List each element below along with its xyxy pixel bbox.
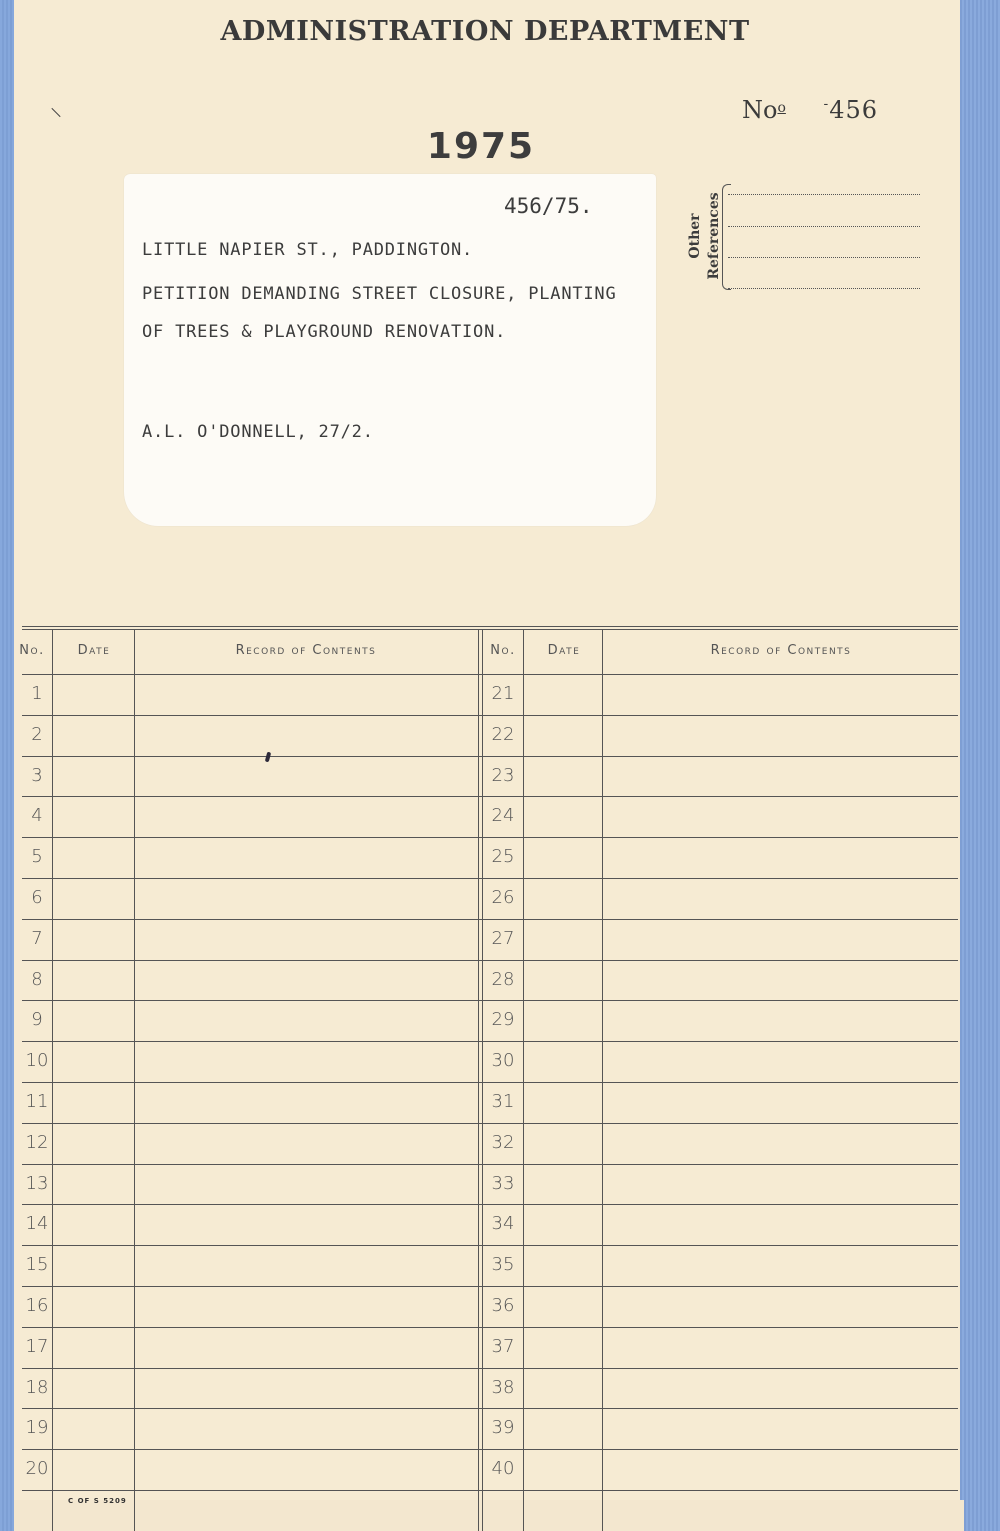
- row-number-left: 13: [25, 1172, 49, 1194]
- row-rule: [22, 1123, 958, 1124]
- row-number-left: 3: [31, 764, 43, 786]
- row-number-left: 15: [25, 1254, 49, 1276]
- table-top-rule: [22, 626, 958, 627]
- column-rule-no-left: [52, 629, 53, 1531]
- row-rule: [22, 1449, 958, 1450]
- row-rule: [22, 715, 958, 716]
- row-number-left: 4: [31, 805, 43, 827]
- row-number-right: 38: [491, 1376, 515, 1398]
- column-rule-record-left-a: [478, 629, 479, 1531]
- row-number-right: 27: [491, 927, 515, 949]
- row-number-right: 26: [491, 887, 515, 908]
- header-no-left: No.: [19, 643, 45, 658]
- label-line-subject: LITTLE NAPIER ST., PADDINGTON.: [142, 240, 474, 260]
- header-no-right: No.: [490, 643, 516, 658]
- label-line-description-2: OF TREES & PLAYGROUND RENOVATION.: [142, 322, 507, 342]
- right-binding: [958, 0, 1000, 1531]
- row-rule: [22, 1000, 958, 1001]
- row-number-left: 7: [31, 927, 43, 949]
- column-rule-date-left: [134, 629, 135, 1531]
- header-date-left: Date: [77, 643, 111, 658]
- header-rule: [22, 674, 958, 675]
- label-line-author: A.L. O'DONNELL, 27/2.: [142, 422, 374, 442]
- row-rule: [22, 1408, 958, 1409]
- row-rule: [22, 1368, 958, 1369]
- row-rule: [22, 756, 958, 757]
- row-number-right: 34: [491, 1213, 515, 1235]
- row-number-left: 20: [25, 1458, 49, 1480]
- row-number-left: 1: [31, 683, 43, 704]
- row-number-right: 29: [491, 1009, 515, 1031]
- file-number-dash: -: [823, 96, 830, 112]
- row-rule: [22, 1204, 958, 1205]
- row-number-right: 35: [491, 1254, 515, 1276]
- other-references-caption-line2: References: [706, 192, 722, 280]
- other-references-caption-line1: Other: [687, 213, 703, 259]
- other-reference-line-3[interactable]: [728, 257, 920, 258]
- printer-code: C OF S 5209: [68, 1497, 127, 1505]
- row-rule: [22, 1245, 958, 1246]
- row-number-left: 18: [25, 1376, 49, 1398]
- row-rule: [22, 1164, 958, 1165]
- row-number-left: 9: [31, 1009, 43, 1031]
- row-number-left: 14: [25, 1213, 49, 1235]
- row-number-right: 22: [491, 723, 515, 745]
- table-top-rule-inner: [22, 629, 958, 630]
- row-rule: [22, 1327, 958, 1328]
- file-number-label: No: [742, 96, 778, 124]
- column-rule-no-right: [523, 629, 524, 1531]
- row-rule: [22, 919, 958, 920]
- file-number: [742, 96, 878, 124]
- year-heading: 1975: [426, 126, 536, 167]
- row-rule: [22, 1041, 958, 1042]
- file-label-card: [124, 174, 656, 526]
- header-date-right: Date: [547, 643, 581, 658]
- record-of-contents-table: [19, 626, 958, 1531]
- other-references-box: [676, 184, 926, 292]
- row-number-right: 32: [491, 1131, 515, 1153]
- row-rule: [22, 837, 958, 838]
- label-line-description-1: PETITION DEMANDING STREET CLOSURE, PLANTING: [142, 284, 617, 304]
- column-rule-date-right: [602, 629, 603, 1531]
- row-number-left: 19: [25, 1417, 49, 1439]
- row-number-right: 25: [491, 846, 515, 868]
- row-rule: [22, 1490, 958, 1491]
- other-references-bracket: [722, 184, 731, 290]
- row-number-right: 37: [491, 1335, 515, 1357]
- row-rule: [22, 1082, 958, 1083]
- row-number-left: 12: [25, 1131, 49, 1153]
- row-rule: [22, 796, 958, 797]
- file-number-label-ordinal: o: [777, 100, 786, 116]
- other-reference-line-4[interactable]: [728, 288, 920, 289]
- column-rule-record-left-b: [482, 629, 483, 1531]
- department-title: ADMINISTRATION DEPARTMENT: [220, 16, 750, 47]
- row-number-right: 24: [491, 805, 515, 827]
- row-number-right: 31: [491, 1091, 515, 1112]
- row-number-right: 40: [491, 1458, 515, 1480]
- other-references-caption: [686, 186, 726, 286]
- row-number-left: 5: [31, 846, 43, 868]
- row-number-left: 6: [31, 887, 43, 908]
- row-number-right: 28: [491, 968, 515, 990]
- row-number-right: 39: [491, 1417, 515, 1439]
- other-reference-line-1[interactable]: [728, 194, 920, 195]
- row-number-right: 33: [491, 1172, 515, 1194]
- row-number-right: 36: [491, 1295, 515, 1316]
- file-reference: 456/75.: [504, 194, 593, 218]
- file-number-value: [824, 96, 879, 124]
- row-number-right: 21: [491, 683, 515, 704]
- row-number-left: 11: [25, 1091, 49, 1112]
- row-number-left: 8: [31, 968, 43, 990]
- row-number-right: 30: [491, 1050, 515, 1072]
- row-number-left: 2: [31, 723, 43, 745]
- row-rule: [22, 1286, 958, 1287]
- row-rule: [22, 878, 958, 879]
- row-number-right: 23: [491, 764, 515, 786]
- file-number-digits: 456: [829, 96, 879, 124]
- other-reference-line-2[interactable]: [728, 226, 920, 227]
- row-number-left: 16: [25, 1295, 49, 1316]
- row-number-left: 10: [25, 1050, 49, 1072]
- header-record-left: Record of Contents: [235, 643, 377, 658]
- header-record-right: Record of Contents: [710, 643, 852, 658]
- row-rule: [22, 960, 958, 961]
- row-number-left: 17: [25, 1335, 49, 1357]
